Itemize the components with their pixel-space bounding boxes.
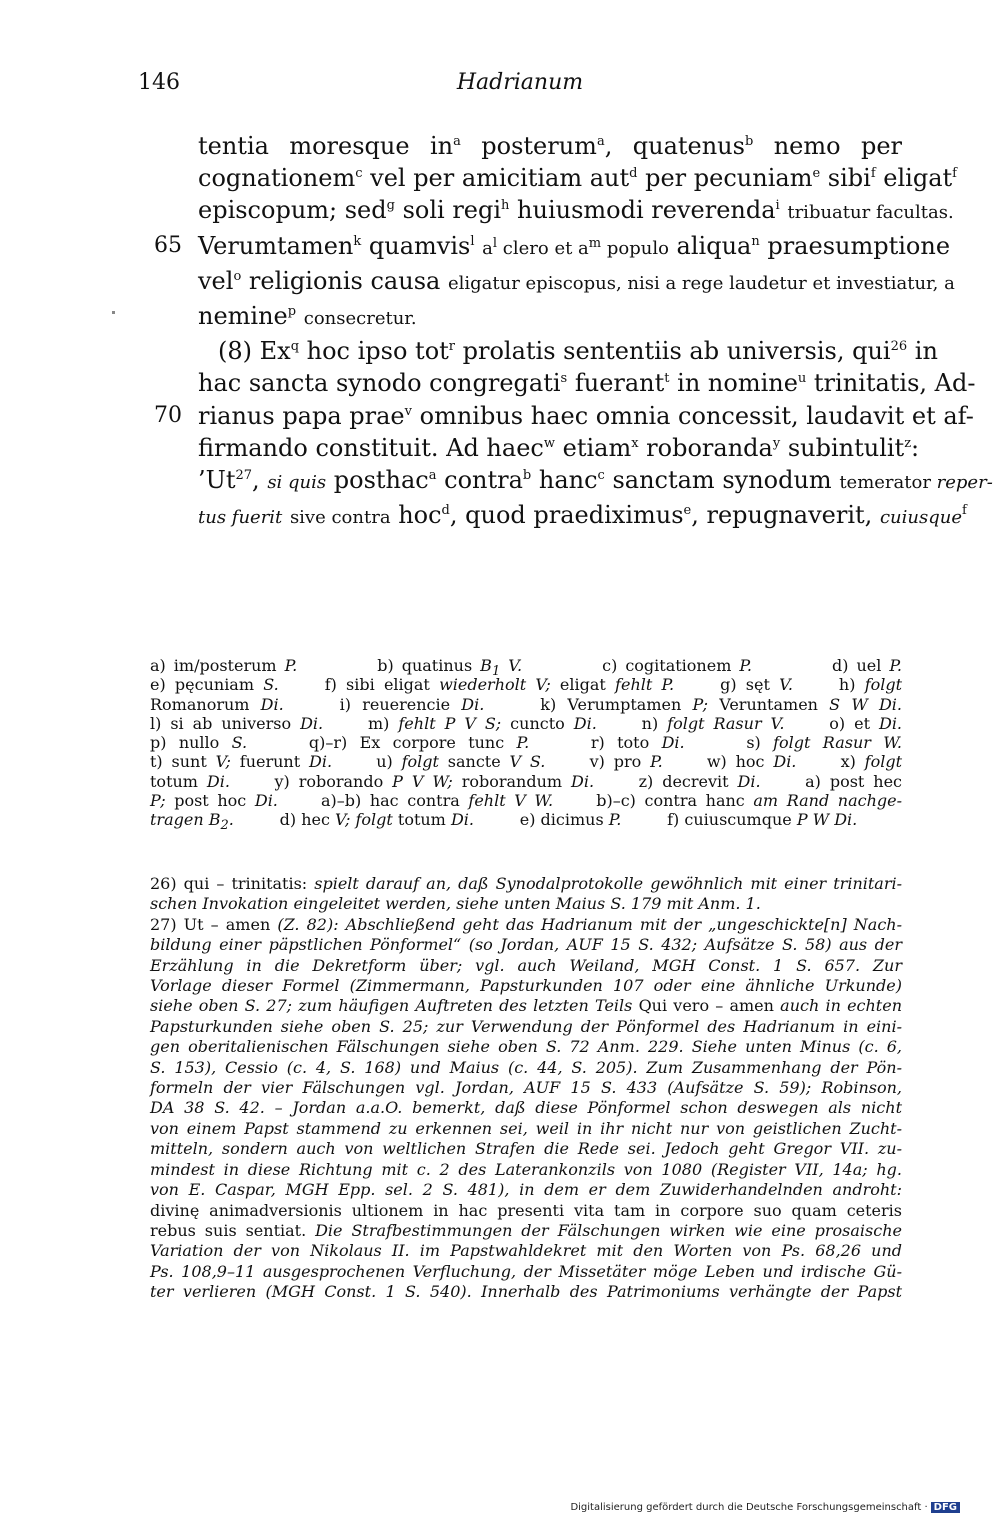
note-line-14: mitteln, sondern auch von weltlichen Strafen die Rede sei. Jedoch geht Gregor VII. zu- (150, 1139, 902, 1159)
main-line-9-text: rianus papa prae$^v$ omnibus haec omnia concessit, laudavit et af- (198, 401, 974, 430)
main-line-7: (8) Ex$^q$ hoc ipso tot$^r$ prolatis sententiis ab universis, qui$^{26}$ in (218, 337, 938, 366)
main-line-11: ’Ut$^{27}$, si quis posthac$^a$ contra$^b$ hanc$^c$ sanctam synodum temerator reper- (198, 466, 993, 495)
critical-apparatus (150, 656, 903, 834)
note-line-2: schen Invokation eingeleitet werden, siehe unten Maius S. 179 mit Anm. 1. (150, 894, 761, 914)
main-line-1: tentia moresque $in^a$ posterum$^a$, quatenus$^b$ nemo per (198, 132, 903, 160)
line-number-65: 65 (154, 232, 182, 258)
note-line-9: gen oberitalienischen Fälschungen siehe oben S. 72 Anm. 229. Siehe unten Minus (c. 6, (150, 1037, 902, 1057)
main-line-4 (154, 230, 951, 265)
note-line-11: formeln der vier Fälschungen vgl. Jordan, AUF 15 S. 433 (Aufsätze S. 59); Robinson, (150, 1078, 902, 1098)
note-line-7: siehe oben S. 27; zum häufigen Auftreten des letzten Teils Qui vero – amen auch in echten (150, 996, 903, 1016)
dfg-logo: DFG (931, 1502, 960, 1513)
digitization-credit (570, 1502, 960, 1513)
note-line-15: mindest in diese Richtung mit c. 2 des Laterankonzils von 1080 (Register VII, 14a; hg. (150, 1159, 902, 1179)
apparatus-line-8: P; post hoc Di. a)–b) hac contra fehlt V W. b)–c) contra hanc am Rand nachge- (150, 791, 903, 811)
digitization-note: Digitalisierung gefördert durch die Deutsche Forschungsgemeinschaft · (570, 1502, 928, 1513)
main-line-10: firmando constituit. Ad haec$^w$ etiam$^x$ roboranda$^y$ subintulit$^z$: (198, 433, 920, 462)
apparatus-line-5: p) nullo S. q)–r) Ex corpore tunc P. r) toto Di. s) folgt Rasur W. (150, 733, 903, 753)
note-line-12: DA 38 S. 42. – Jordan a.a.O. bemerkt, daß diese Pönformel schon deswegen als nicht (150, 1098, 902, 1118)
page-number: 146 (138, 70, 180, 95)
note-line-20: Ps. 108,9–11 ausgesprochenen Verfluchung, der Missetäter möge Leben und irdische Gü- (150, 1261, 902, 1281)
running-head: Hadrianum (456, 70, 584, 95)
note-line-21: ter verlieren (MGH Const. 1 S. 540). Innerhalb des Patrimoniums verhängte der Papst (150, 1282, 902, 1302)
note-line-16: von E. Caspar, MGH Epp. sel. 2 S. 481), in dem er dem Zuwiderhandelnden androht: (150, 1180, 902, 1200)
apparatus-line-3: Romanorum Di. i) reuerencie Di. k) Verumptamen P; Veruntamen S W Di. (150, 694, 902, 714)
main-line-4-text: Verumtamen$^k$ quamvis$^l$ $a^l$ clero et $a^m$ populo aliqua$^n$ praesumptione (198, 231, 951, 260)
note-line-5: Erzählung in die Dekretform über; vgl. auch Weiland, MGH Const. 1 S. 657. Zur (150, 955, 902, 975)
apparatus-line-4: l) si ab universo Di. m) fehlt P V S; cuncto Di. n) folgt Rasur V. o) et Di. (150, 713, 903, 733)
note-line-19: Variation der von Nikolaus II. im Papstwahldekret mit den Worten von Ps. 68,26 und (150, 1241, 902, 1261)
main-line-8: hac sancta synodo congregati$^s$ fuerant$^t$ in nomine$^u$ trinitatis, Ad- (198, 369, 976, 398)
main-line-3: episcopum; sed$^g$ soli regi$^h$ huiusmodi reverenda$^i$ tribuatur facultas. (198, 196, 954, 225)
apparatus-line-9: tragen $B_2$. d) hec V; folgt totum Di. e) dicimus P. f) cuiuscumque P W Di. (150, 810, 858, 834)
main-line-12: tus fuerit sive contra hoc$^d$, quod praediximus$^e$, repugnaverit, cuiusque$^f$ (198, 501, 967, 530)
line-number-70: 70 (154, 402, 182, 428)
apparatus-line-2: e) pęcuniam S. f) sibi eligat wiederholt V; eligat fehlt P. g) sęt V. h) folgt (150, 675, 903, 695)
main-line-2: cognationem$^c$ vel per amicitiam aut$^d$ per pecuniam$^e$ sibi$^f$ eligat$^f$ (198, 164, 957, 193)
apparatus-line-7: totum Di. y) roborando P V W; roborandum Di. z) decrevit Di. a) post hec (150, 771, 903, 791)
note-line-3: 27) Ut – amen (Z. 82): Abschließend geht das Hadrianum mit der „ungeschickte[n] Nach- (150, 914, 903, 934)
apparatus-line-1: a) im/posterum P. b) quatinus $B_1$ V. c) cogitationem P. d) uel P. (150, 656, 903, 680)
note-line-10: S. 153), Cessio (c. 4, S. 168) und Maius (c. 44, S. 205). Zum Zusammenhang der Pön- (150, 1057, 902, 1077)
scan-speck (112, 311, 115, 314)
note-line-4: bildung einer päpstlichen Pönformel“ (so Jordan, AUF 15 S. 432; Aufsätze S. 58) aus der (150, 935, 902, 955)
main-line-5: vel$^o$ religionis causa eligatur episcopus, nisi a rege laudetur et investiatur, a (198, 266, 955, 295)
note-line-17: divinę animadversionis ultionem in hac presenti vita tam in corpore suo quam ceteris (150, 1200, 902, 1220)
main-line-9 (154, 400, 974, 432)
page-header (138, 70, 902, 106)
note-line-13: von einem Papst stammend zu erkennen sei, weil in ihr nicht nur von geistlichen Zucht- (150, 1118, 902, 1138)
main-line-6: nemine$^p$ consecretur. (198, 302, 417, 331)
apparatus-line-6: t) sunt V; fuerunt Di. u) folgt sancte V S. v) pro P. w) hoc Di. x) folgt (150, 752, 903, 772)
commentary-notes (150, 874, 902, 1303)
note-line-1: 26) qui – trinitatis: spielt darauf an, daß Synodalprotokolle gewöhnlich mit einer trinitari- (150, 874, 903, 893)
note-line-8: Papsturkunden siehe oben S. 25; zur Verwendung der Pönformel des Hadrianum in eini- (150, 1016, 902, 1036)
main-text-block (154, 130, 993, 534)
note-line-6: Vorlage dieser Formel (Zimmermann, Papsturkunden 107 oder eine ähnliche Urkunde) (150, 976, 902, 996)
note-line-18: rebus suis sentiat. Die Strafbestimmungen der Fälschungen wirken wie eine prosaische (150, 1220, 902, 1240)
